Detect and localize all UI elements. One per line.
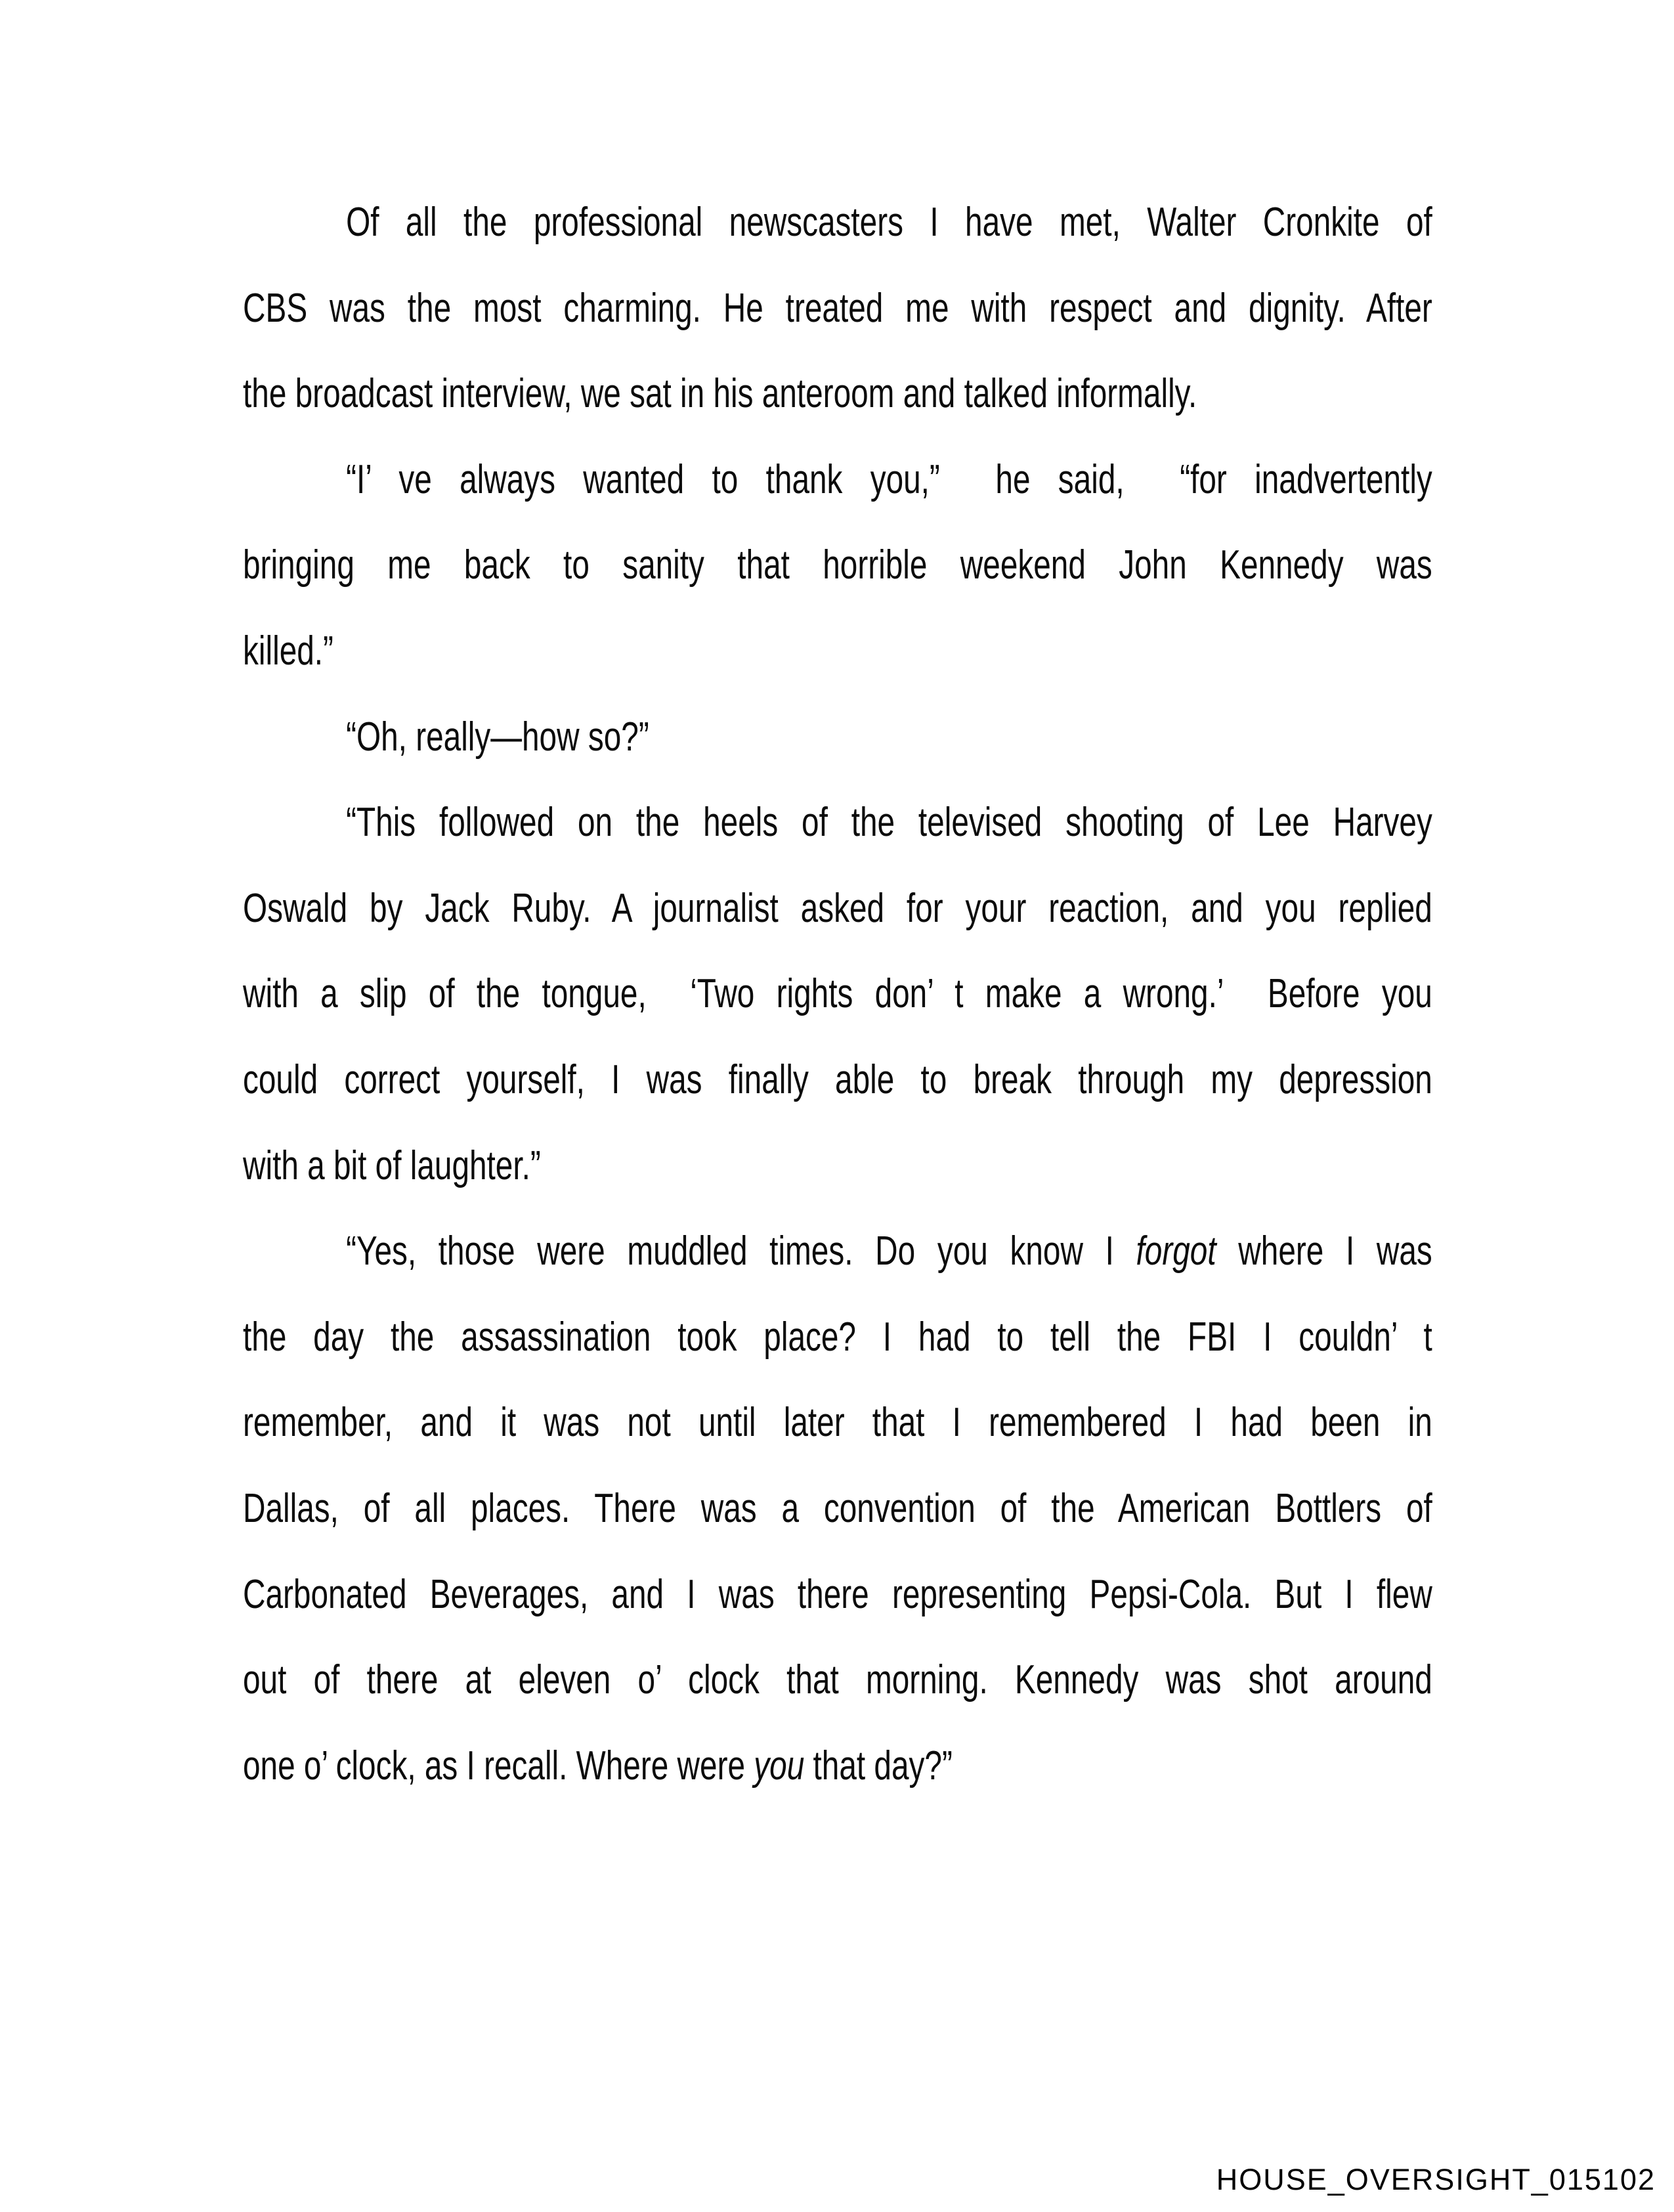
- text-segment: Oswald by Jack Ruby. A journalist asked for your reaction, and you replied: [243, 885, 1432, 931]
- text-line: [243, 266, 1432, 352]
- text-segment: “Oh, really—how so?”: [346, 714, 649, 760]
- text-segment: one o’ clock, as I recall. Where were: [243, 1743, 754, 1789]
- text-segment: Carbonated Beverages, and I was there representing Pepsi-Cola. But I flew: [243, 1571, 1432, 1617]
- text-line: [243, 1295, 1432, 1381]
- text-segment: “I’ ve always wanted to thank you,” he said, “for inadvertently: [346, 456, 1432, 502]
- text-line: [243, 866, 1432, 952]
- text-segment: out of there at eleven o’ clock that morning. Kennedy was shot around: [243, 1657, 1432, 1703]
- text-segment: with a slip of the tongue, ‘Two rights don’ t make a wrong.’ Before you: [243, 971, 1432, 1017]
- text-line: [243, 1209, 1432, 1295]
- bates-number: HOUSE_OVERSIGHT_015102: [1216, 2163, 1656, 2196]
- text-line: [243, 1724, 1432, 1810]
- text-line: [243, 1123, 1432, 1209]
- text-line: [243, 1552, 1432, 1638]
- italic-text-segment: you: [754, 1743, 805, 1789]
- text-line: [243, 1637, 1432, 1724]
- text-segment: killed.”: [243, 628, 333, 674]
- text-line: [243, 695, 1432, 781]
- text-segment: with a bit of laughter.”: [243, 1142, 541, 1188]
- text-segment: that day?”: [804, 1743, 953, 1789]
- text-segment: the broadcast interview, we sat in his anteroom and talked informally.: [243, 371, 1197, 417]
- paragraph-2: [243, 437, 1432, 695]
- paragraph-4: [243, 780, 1432, 1209]
- paragraph-3: [243, 695, 1432, 781]
- document-body: [243, 180, 1432, 1809]
- text-line: [243, 1037, 1432, 1123]
- paragraph-5: [243, 1209, 1432, 1809]
- text-segment: Of all the professional newscasters I have met, Walter Cronkite of: [346, 200, 1432, 245]
- text-line: [243, 780, 1432, 866]
- text-segment: “This followed on the heels of the televised shooting of Lee Harvey: [346, 800, 1432, 846]
- text-line: [243, 523, 1432, 609]
- text-line: [243, 609, 1432, 695]
- text-line: [243, 951, 1432, 1037]
- text-line: [243, 351, 1432, 437]
- text-segment: the day the assassination took place? I had to tell the FBI I couldn’ t: [243, 1314, 1432, 1360]
- text-line: [243, 180, 1432, 266]
- text-segment: could correct yourself, I was finally able to break through my depression: [243, 1056, 1432, 1102]
- italic-text-segment: forgot: [1136, 1228, 1216, 1274]
- text-line: [243, 1466, 1432, 1552]
- text-segment: bringing me back to sanity that horrible weekend John Kennedy was: [243, 542, 1432, 588]
- text-line: [243, 1380, 1432, 1466]
- text-line: [243, 437, 1432, 523]
- text-segment: remember, and it was not until later that I remembered I had been in: [243, 1400, 1432, 1446]
- text-segment: CBS was the most charming. He treated me with respect and dignity. After: [243, 285, 1432, 331]
- text-segment: where I was: [1216, 1228, 1432, 1274]
- text-segment: Dallas, of all places. There was a convention of the American Bottlers of: [243, 1485, 1432, 1531]
- paragraph-1: [243, 180, 1432, 437]
- text-segment: “Yes, those were muddled times. Do you know I: [346, 1228, 1136, 1274]
